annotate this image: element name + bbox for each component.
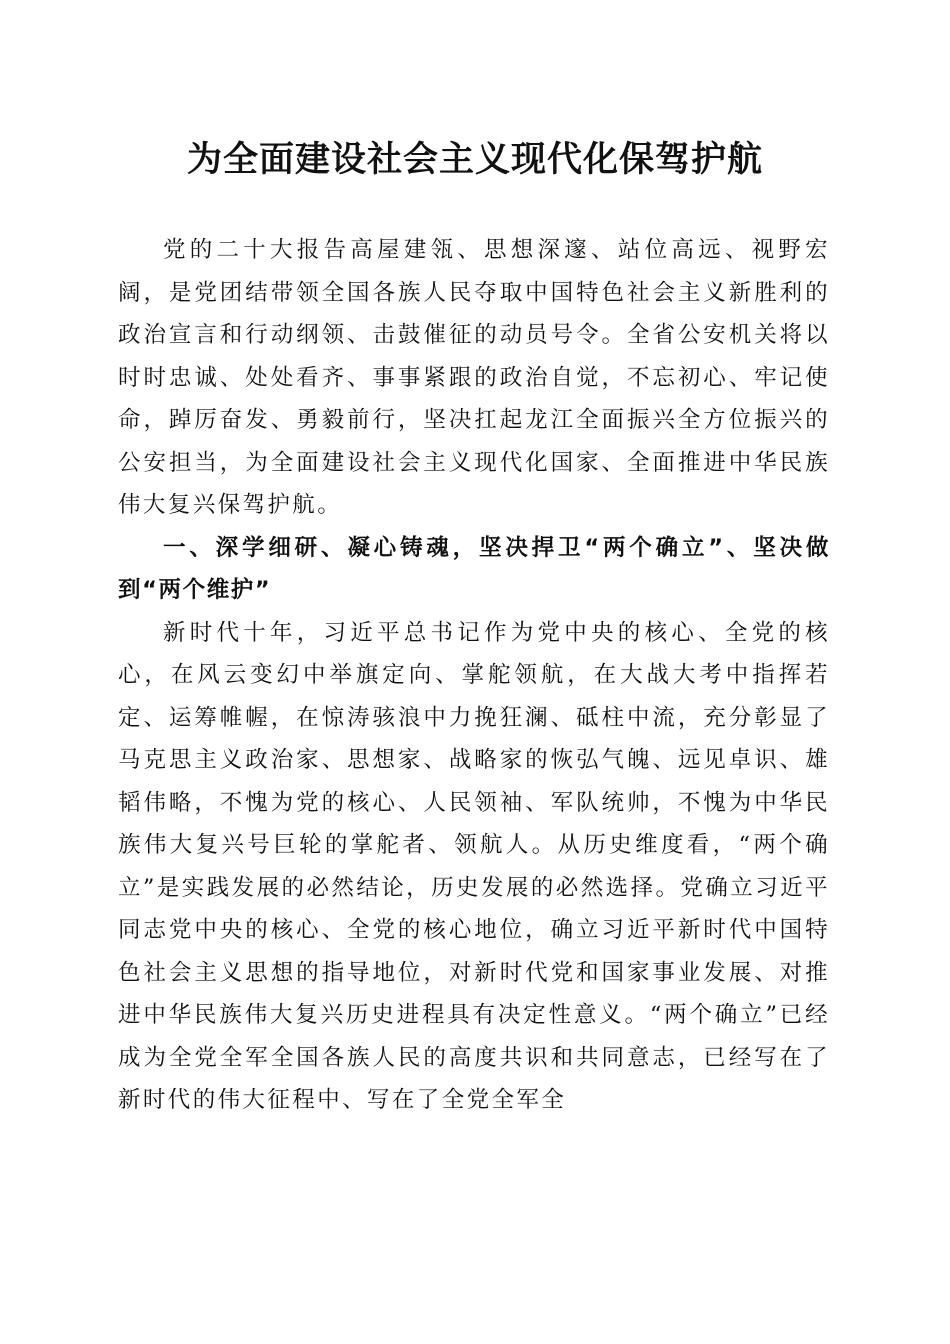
section-1-paragraph: 新时代十年，习近平总书记作为党中央的核心、全党的核心，在风云变幻中举旗定向、掌舵领航，在大战大考中指挥若定、运筹帷幄，在惊涛骇浪中力挽狂澜、砥柱中流，充分彰显了马克思主义政治家、思想家、战略家的恢弘气魄、远见卓识、雄韬伟略，不愧为党的核心、人民领袖、军队统帅，不愧为中华民族伟大复兴号巨轮的掌舵者、领航人。从历史维度看，“两个确立”是实践发展的必然结论，历史发展的必然选择。党确立习近平同志党中央的核心、全党的核心地位，确立习近平新时代中国特色社会主义思想的指导地位，对新时代党和国家事业发展、对推进中华民族伟大复兴历史进程具有决定性意义。“两个确立”已经成为全党全军全国各族人民的高度共识和共同意志，已经写在了新时代的伟大征程中、写在了全党全军全 bbox=[118, 619, 830, 1113]
intro-paragraph: 党的二十大报告高屋建瓴、思想深邃、站位高远、视野宏阔，是党团结带领全国各族人民夺取中国特色社会主义新胜利的政治宣言和行动纲领、击鼓催征的动员号令。全省公安机关将以时时忠诚、处处看齐、事事紧跟的政治自觉，不忘初心、牢记使命，踔厉奋发、勇毅前行，坚决扛起龙江全面振兴全方位振兴的公安担当，为全面建设社会主义现代化国家、全面推进中华民族伟大复兴保驾护航。 bbox=[118, 237, 830, 518]
document-title: 为全面建设社会主义现代化保驾护航 bbox=[186, 139, 763, 180]
section-heading-1: 一、深学细研、凝心铸魂，坚决捍卫“两个确立”、坚决做到“两个维护” bbox=[118, 534, 830, 603]
document-body bbox=[118, 229, 830, 1122]
